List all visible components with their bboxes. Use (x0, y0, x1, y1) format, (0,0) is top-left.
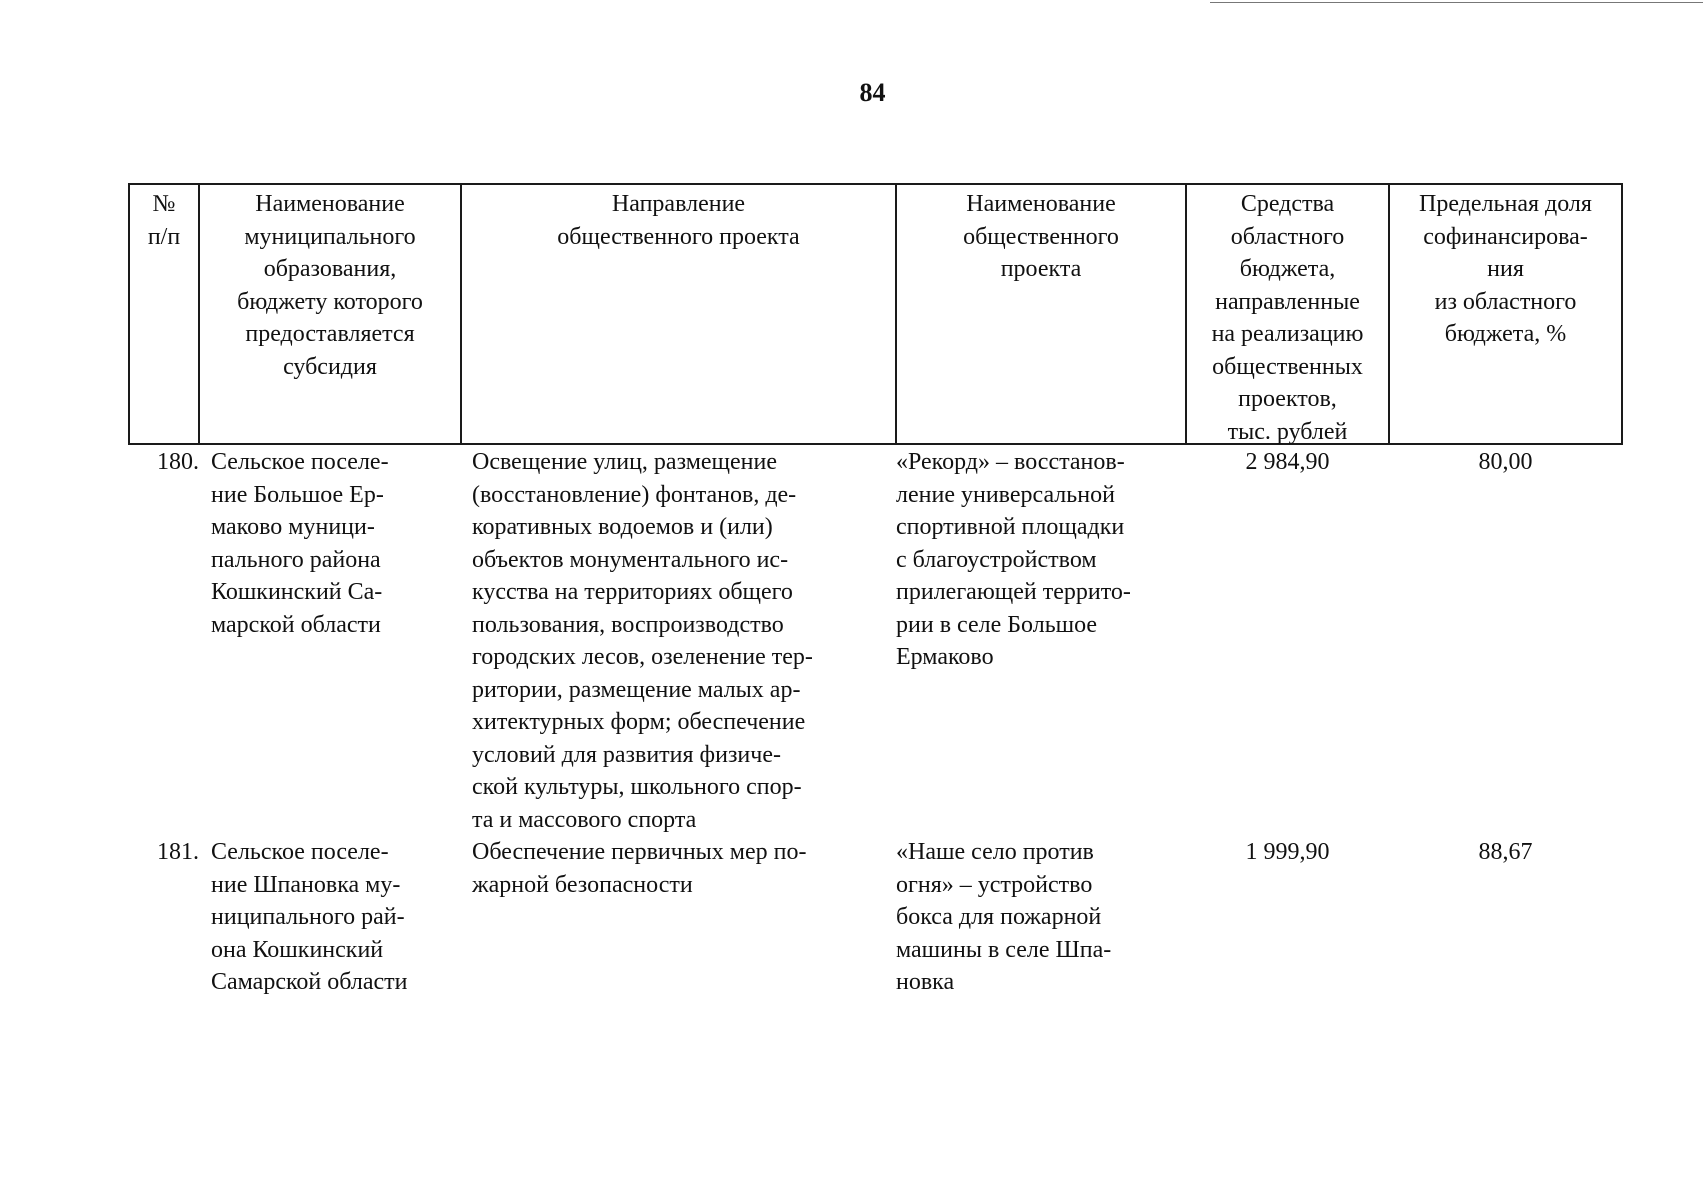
row-project-name: «Рекорд» – восстанов- ление универсальной спортивной площадки с благоустройством прилегающей террито- рии в селе Большое Ермаково (896, 449, 1131, 670)
scan-edge-line (1210, 2, 1703, 3)
row-number: 180. (157, 449, 199, 475)
row-municipality: Сельское поселе- ние Шпановка му- ниципального рай- она Кошкинский Самарской области (211, 839, 408, 995)
row-funds: 2 984,90 (1245, 449, 1330, 475)
row-direction: Обеспечение первичных мер по- жарной безопасности (472, 839, 807, 898)
page-number: 84 (859, 78, 886, 107)
header-share: Предельная доля софинансирова- ния из областного бюджета, % (1419, 191, 1592, 347)
row-number: 181. (157, 839, 199, 865)
header-direction: Направление общественного проекта (557, 191, 800, 250)
header-project-name: Наименование общественного проекта (963, 191, 1119, 282)
row-project-name: «Наше село против огня» – устройство бокса для пожарной машины в селе Шпа- новка (896, 839, 1112, 995)
header-municipality: Наименование муниципального образования, бюджету которого предоставляется субсидия (237, 191, 423, 380)
row-share: 80,00 (1478, 449, 1533, 475)
header-number: № п/п (147, 191, 181, 250)
row-share: 88,67 (1478, 839, 1533, 865)
row-funds: 1 999,90 (1245, 839, 1330, 865)
row-direction: Освещение улиц, размещение (восстановление) фонтанов, де- коративных водоемов и (или) объектов монументального ис- кусства на территориях общего пользования, воспроизводство городских лесов, озеленение тер- ритории, размещение малых ар- хитектурных форм; обеспечение условий для развития физиче- ской культуры, школьного спор- та и массового спорта (472, 449, 813, 833)
header-funds: Средства областного бюджета, направленные на реализацию общественных проектов, тыс. рублей (1211, 191, 1364, 445)
row-municipality: Сельское поселе- ние Большое Ер- маково муници- пального района Кошкинский Са- марской области (211, 449, 389, 638)
